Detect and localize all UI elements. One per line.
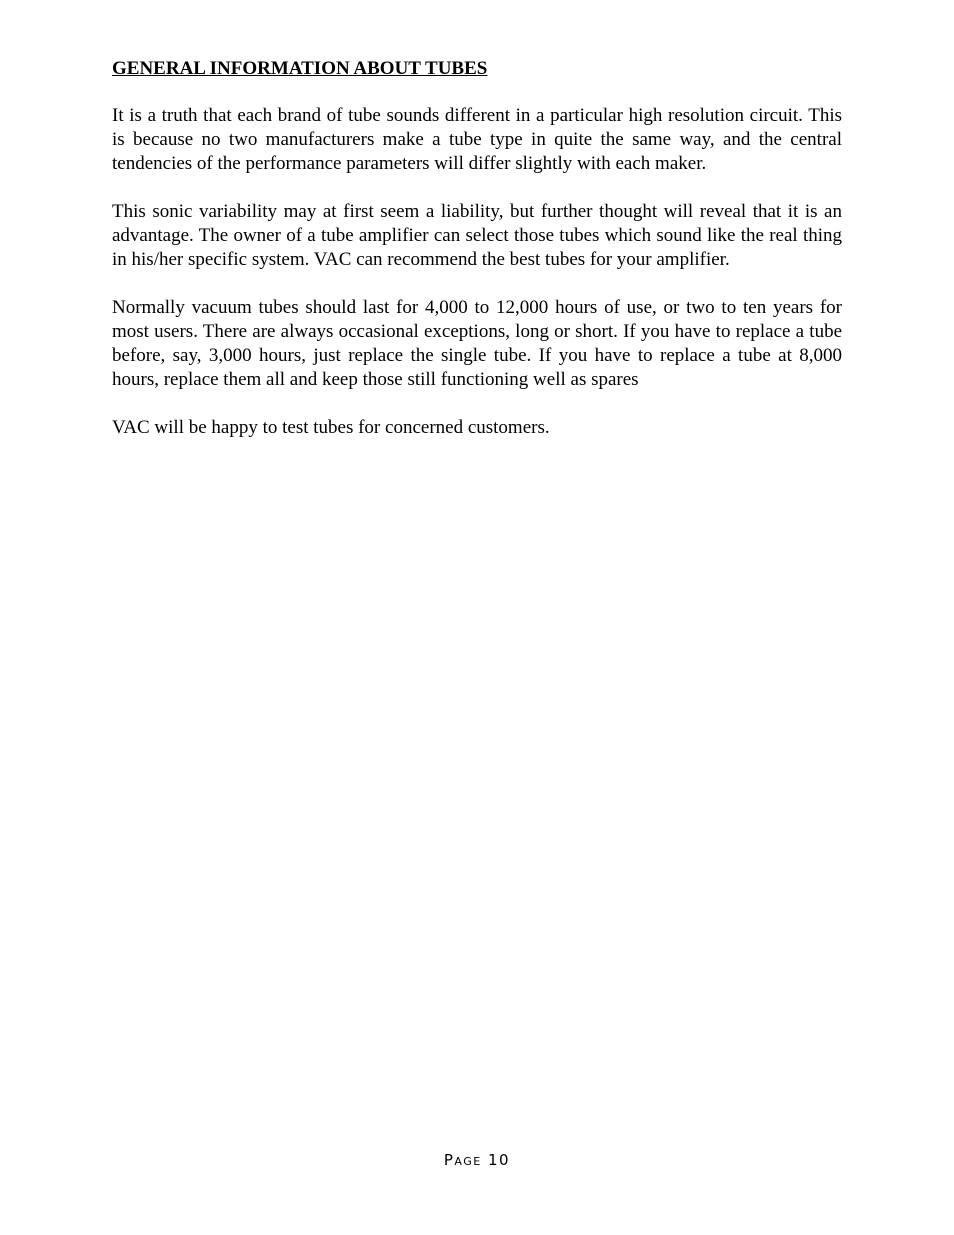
page-heading: GENERAL INFORMATION ABOUT TUBES [112,58,488,79]
paragraph-tube-lifespan: Normally vacuum tubes should last for 4,000 to 12,000 hours of use, or two to ten years for most users. There are always occasional exceptions, long or short. If you have to replace a tube before, say, 3,000 hours, just replace the single tube. If you have to replace a tube at 8,000 hours, replace them all and keep those still functioning well as spares [112,297,842,390]
paragraph-sonic-variability: This sonic variability may at first seem a liability, but further thought will reveal that it is an advantage. The owner of a tube amplifier can select those tubes which sound like the real thing in his/her specific system. VAC can recommend the best tubes for your amplifier. [112,201,842,270]
paragraph-tube-brands: It is a truth that each brand of tube sounds different in a particular high resolution circuit. This is because no two manufacturers make a tube type in quite the same way, and the central tendencies of the performance parameters will differ slightly with each maker. [112,105,842,174]
page-number: Page 10 [443,1151,511,1169]
paragraph-tube-testing: VAC will be happy to test tubes for concerned customers. [112,417,550,438]
